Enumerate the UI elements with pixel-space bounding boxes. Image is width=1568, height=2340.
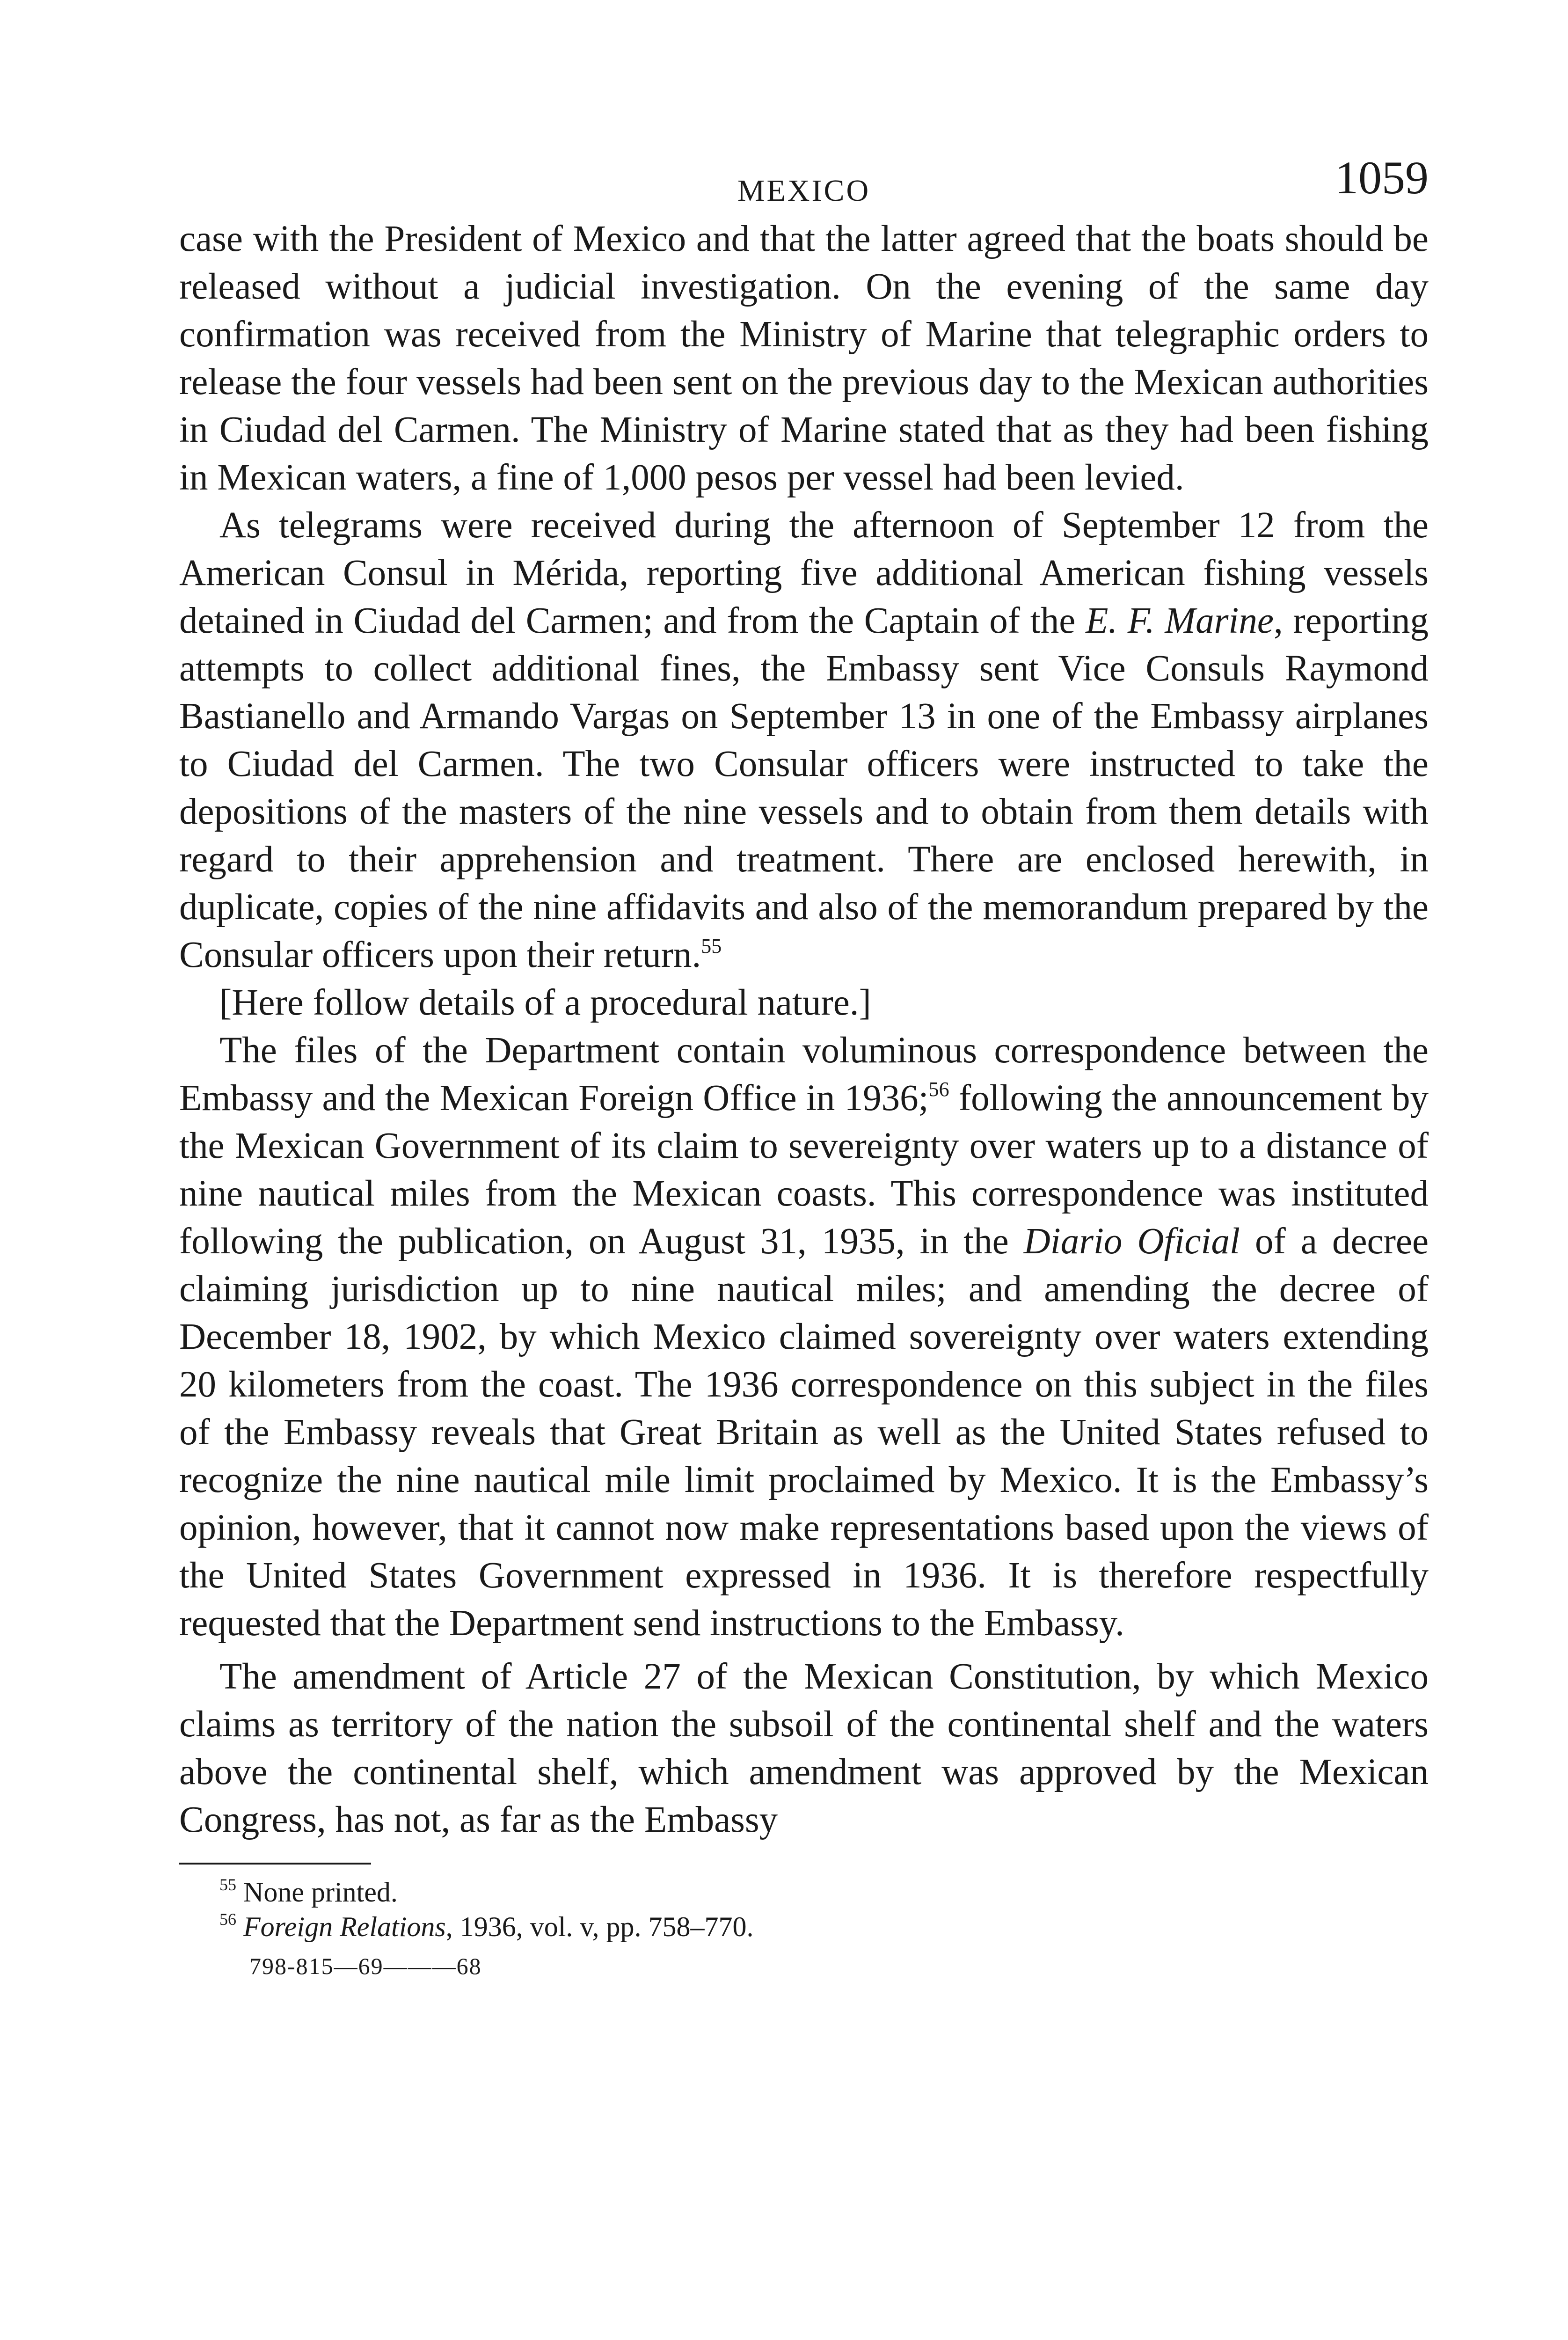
paragraph-editorial-note: [Here follow details of a procedural nature.]: [219, 982, 871, 1023]
document-page: [179, 154, 1429, 1980]
ship-name: E. F. Marine: [1086, 600, 1274, 641]
paragraph-text: , reporting attempts to collect additional fines, the Embassy sent Vice Consuls Raymond Bastianello and Armando Vargas on September 13 in one of the Embassy airplanes to Ciudad del Carmen. The two Consular officers were instructed to take the depositions of the masters of the nine vessels and to obtain from them details with regard to their apprehension and treatment. There are enclosed herewith, in duplicate, copies of the nine affidavits and also of the memorandum prepared by the Consular officers upon their return.: [179, 600, 1429, 975]
footnote-56: [219, 1909, 1429, 1944]
paragraph-continuation: case with the President of Mexico and that the latter agreed that the boats should be released without a judicial investigation. On the evening of the same day confirmation was received from the Ministry of Marine that telegraphic orders to release the four vessels had been sent on the previous day to the Mexican authorities in Ciudad del Carmen. The Ministry of Marine stated that as they had been fishing in Mexican waters, a fine of 1,000 pesos per vessel had been levied.: [179, 219, 1429, 498]
paragraph-text: following the announcement by the Mexican Government of its claim to severeignty over waters up to a distance of nine nautical miles from the Mexican coasts. This correspondence was instituted following the publication, on August 31, 1935, in the: [179, 1078, 1429, 1262]
paragraph-correspondence: [179, 1027, 1429, 1647]
footnote-number: 55: [219, 1875, 236, 1894]
paragraph-text: The files of the Department contain voluminous correspondence between the Embassy and the Mexican Foreign Office in 1936;: [179, 1030, 1429, 1119]
footnote-source-title: Foreign Relations: [236, 1911, 446, 1942]
journal-title: Diario Oficial: [1023, 1221, 1240, 1262]
footnote-55: [219, 1875, 1429, 1909]
footnote-divider: [179, 1863, 371, 1865]
body-text: [179, 215, 1429, 1844]
footnote-text: None printed.: [236, 1877, 398, 1908]
footnote-text: , 1936, vol. v, pp. 758–770.: [445, 1911, 754, 1942]
printer-signature-line: 798-815—69———68: [249, 1953, 482, 1979]
paragraph-text: of a decree claiming jurisdiction up to nine nautical miles; and amending the decree of December 18, 1902, by which Mexico claimed sovereignty over waters extending 20 kilometers from the coast. The 1936 correspondence on this subject in the files of the Embassy reveals that Great Britain as well as the United States refused to recognize the nine nautical mile limit proclaimed by Mexico. It is the Embassy’s opinion, however, that it cannot now make representations based upon the views of the United States Government expressed in 1936. It is therefore respectfully requested that the Department send instructions to the Embassy.: [179, 1221, 1429, 1644]
running-head: [179, 154, 1429, 206]
paragraph-telegrams: [179, 502, 1429, 979]
footnote-ref-56: 56: [928, 1078, 949, 1101]
page-number: 1059: [1335, 152, 1429, 204]
footnotes: [179, 1875, 1429, 1944]
footnote-number: 56: [219, 1910, 236, 1929]
paragraph-text: As telegrams were received during the afternoon of September 12 from the American Consul in Mérida, reporting five additional American fishing vessels detained in Ciudad del Carmen; and from the Captain of the: [179, 505, 1429, 641]
footnote-ref-55: 55: [701, 935, 722, 958]
paragraph-amendment: The amendment of Article 27 of the Mexican Constitution, by which Mexico claims as territory of the nation the subsoil of the continental shelf and the waters above the continental shelf, which amendment was approved by the Mexican Congress, has not, as far as the Embassy: [179, 1656, 1429, 1840]
running-title: MEXICO: [737, 174, 871, 208]
